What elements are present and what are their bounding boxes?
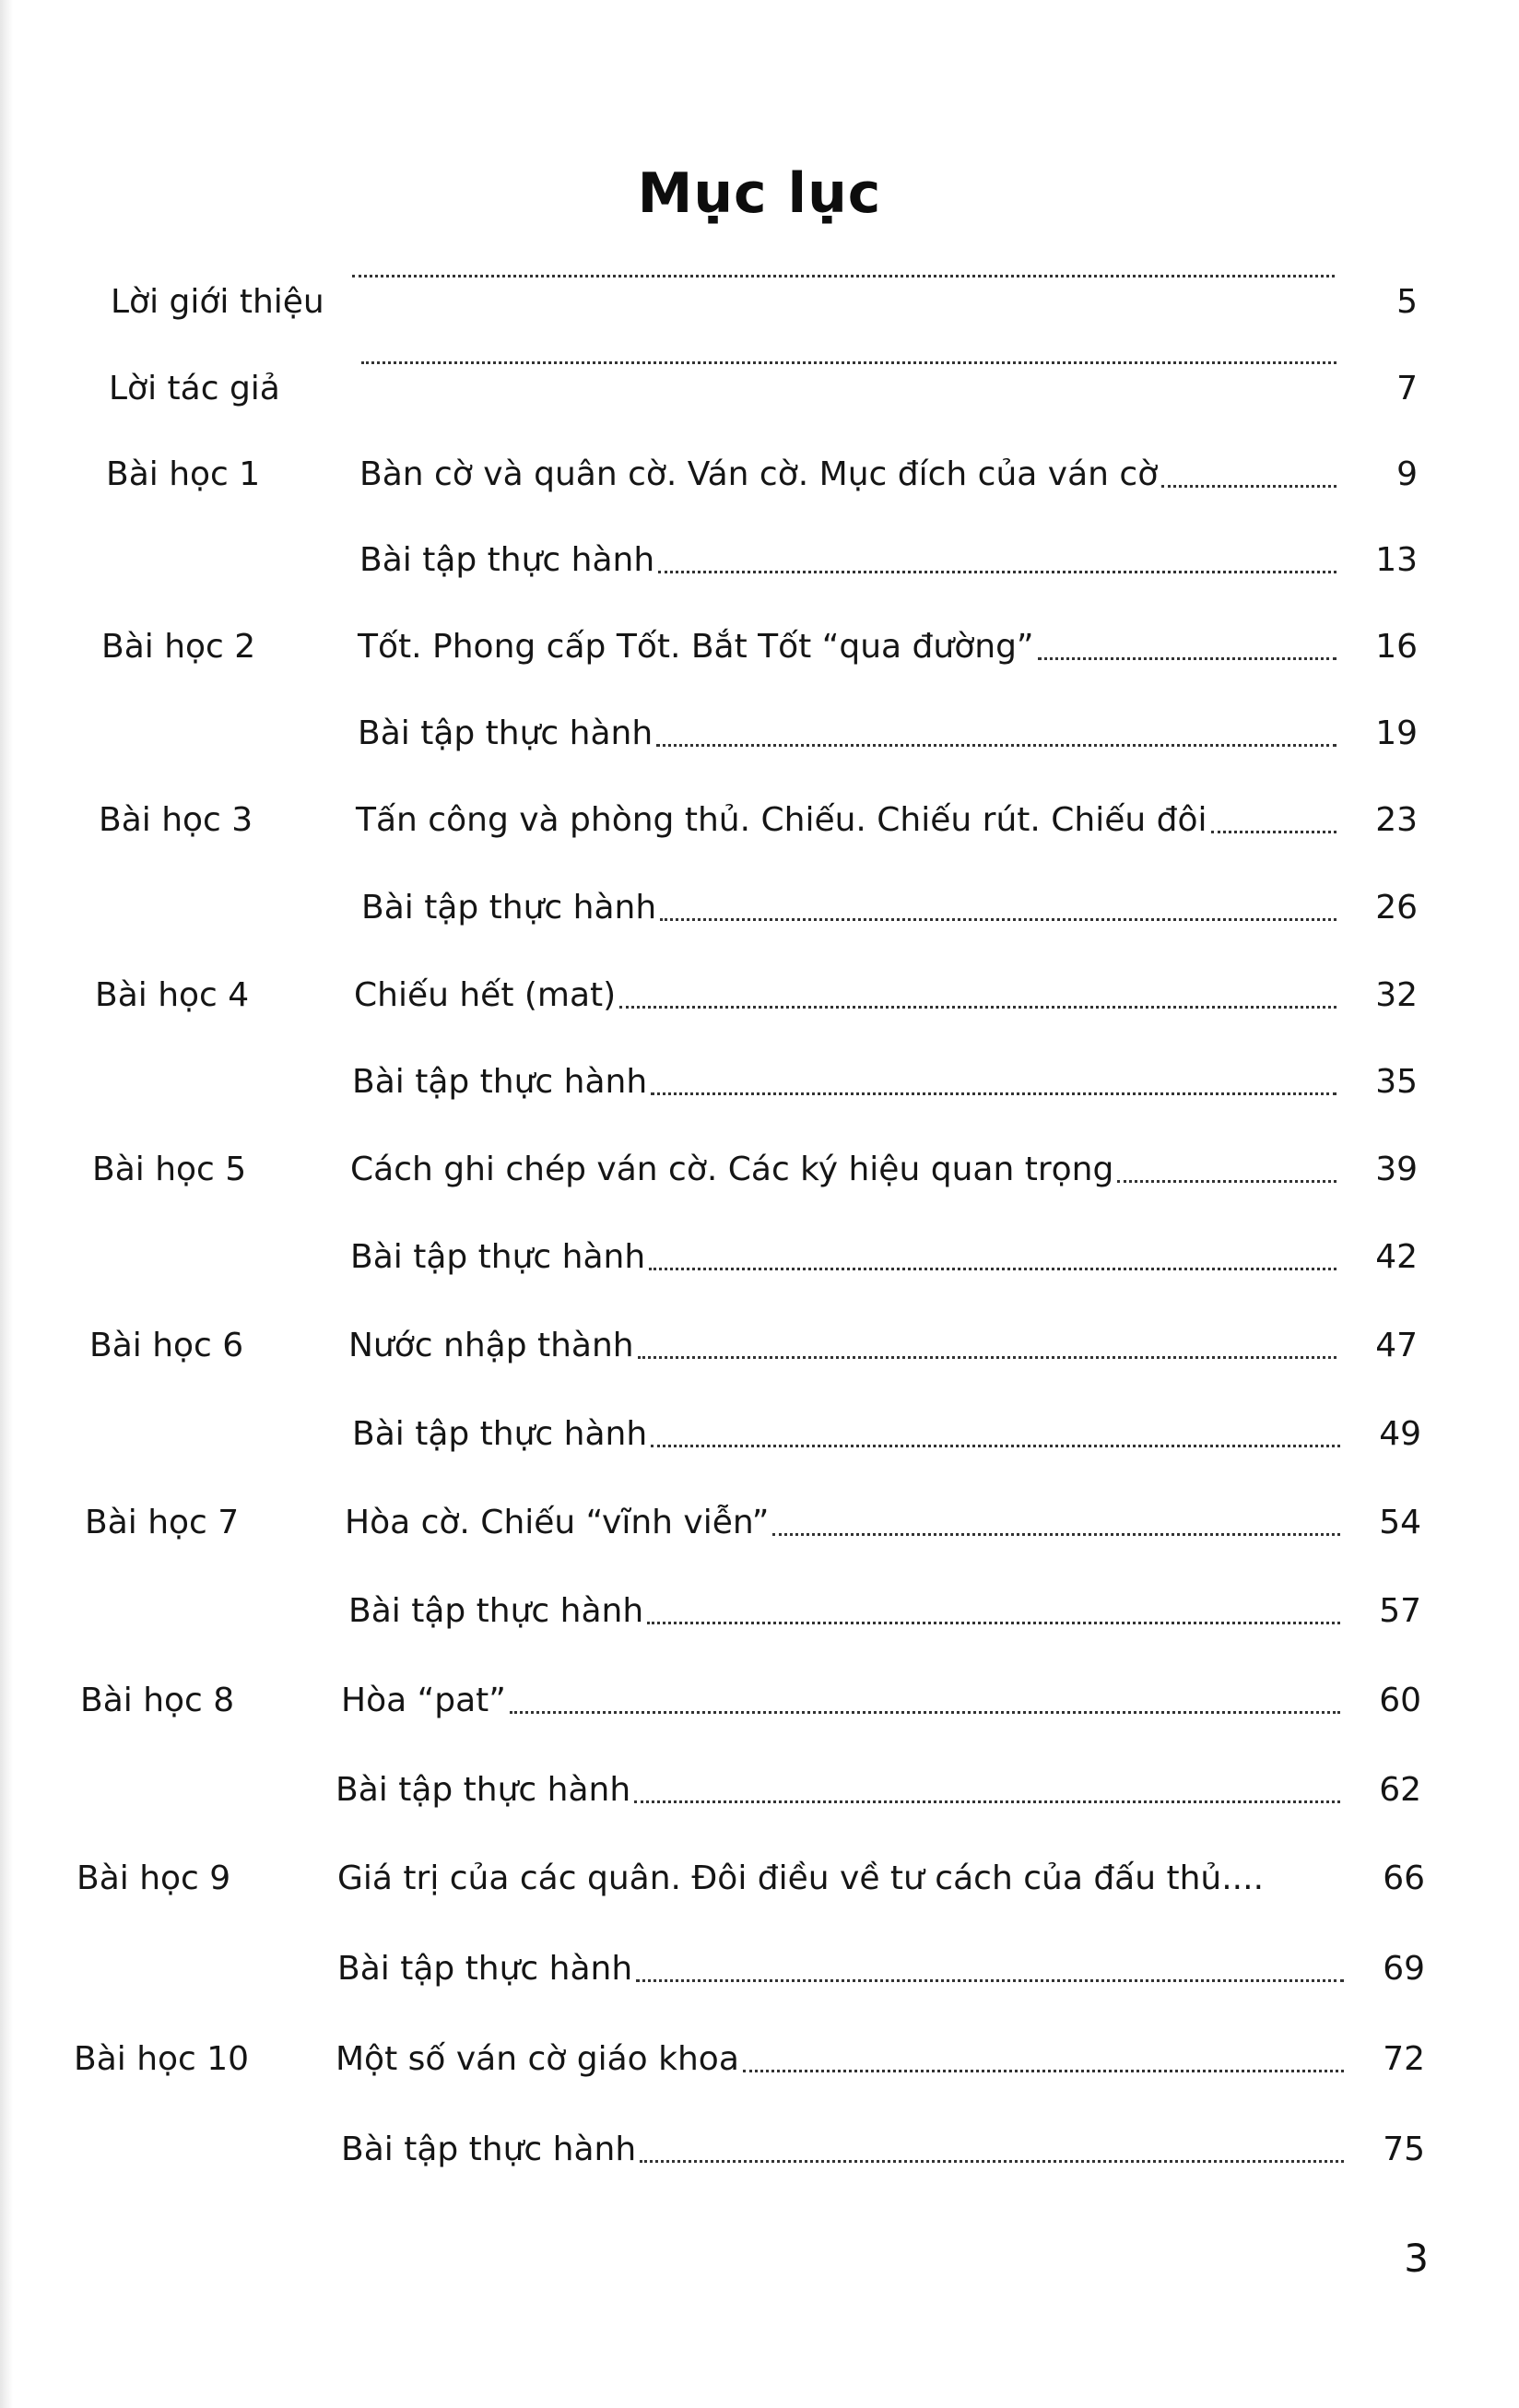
- toc-entry: [337, 1851, 1348, 1906]
- toc-row: [0, 793, 1519, 848]
- toc-page-number: 69: [1383, 1950, 1425, 1988]
- toc-page-number: 47: [1375, 1327, 1418, 1364]
- toc-label: Bài học 8: [80, 1682, 235, 1719]
- toc-page-number: 49: [1379, 1415, 1421, 1453]
- toc-entry-text: Bài tập thực hành: [359, 541, 655, 579]
- toc-row: [0, 2032, 1519, 2087]
- toc-page-number: 5: [1396, 283, 1418, 321]
- toc-entry: [336, 2032, 1344, 2087]
- toc-row: [0, 1055, 1519, 1110]
- toc-entry: [356, 793, 1336, 848]
- toc-row: [0, 1942, 1519, 1997]
- dot-leader: [361, 361, 1336, 364]
- dot-leader: [352, 275, 1335, 277]
- toc-page-number: 57: [1379, 1592, 1421, 1630]
- dot-leader: [656, 744, 1336, 747]
- toc-entry-text: Bài tập thực hành: [350, 1238, 646, 1276]
- toc-page-number: 75: [1383, 2131, 1425, 2168]
- toc-entry-text: Bài tập thực hành: [336, 1771, 631, 1809]
- toc-entry: [348, 275, 1335, 292]
- dot-leader: [636, 1979, 1344, 1982]
- toc-entry: [358, 620, 1336, 675]
- toc-page-number: 7: [1396, 370, 1418, 407]
- toc-row: [0, 275, 1519, 330]
- toc-entry: [336, 1763, 1340, 1818]
- toc-row: [0, 2122, 1519, 2178]
- toc-page-number: 39: [1375, 1151, 1418, 1188]
- toc-row: [0, 1407, 1519, 1462]
- toc-entry: [359, 447, 1336, 502]
- toc-entry: [352, 1407, 1340, 1462]
- toc-entry-text: Bàn cờ và quân cờ. Ván cờ. Mục đích của ván cờ: [359, 455, 1159, 493]
- toc-entry-text: Nước nhập thành: [348, 1327, 634, 1364]
- toc-page-number: 42: [1375, 1238, 1418, 1276]
- toc-page-number: 72: [1383, 2040, 1425, 2078]
- toc-entry: [350, 1142, 1336, 1198]
- page-number: 3: [1404, 2236, 1429, 2281]
- toc-entry-text: Tốt. Phong cấp Tốt. Bắt Tốt “qua đường”: [358, 628, 1034, 666]
- toc-label: Bài học 9: [77, 1859, 231, 1897]
- toc-row: [0, 880, 1519, 936]
- toc-row: [0, 968, 1519, 1023]
- dot-leader: [1038, 657, 1336, 660]
- toc-label: Bài học 2: [101, 628, 256, 666]
- toc-page-number: 60: [1379, 1682, 1421, 1719]
- toc-page-number: 26: [1375, 889, 1418, 927]
- toc-page-number: 62: [1379, 1771, 1421, 1809]
- dot-leader: [658, 571, 1336, 573]
- toc-row: [0, 1763, 1519, 1818]
- toc-row: [0, 1851, 1519, 1906]
- toc-entry: [358, 361, 1336, 379]
- toc-page-number: 66: [1383, 1859, 1425, 1897]
- toc-page-number: 54: [1379, 1504, 1421, 1541]
- dot-leader: [634, 1800, 1340, 1803]
- toc-entry-text: Chiếu hết (mat): [354, 976, 617, 1014]
- toc-entry-text: Bài tập thực hành: [341, 2131, 637, 2168]
- toc-row: [0, 1142, 1519, 1198]
- toc-page-number: 9: [1396, 455, 1418, 493]
- dot-leader: [1117, 1180, 1336, 1183]
- dot-leader: [640, 2160, 1344, 2163]
- dot-leader: [660, 918, 1336, 921]
- dot-leader: [638, 1356, 1336, 1359]
- dot-leader: [1211, 831, 1336, 833]
- toc-label: Bài học 10: [74, 2040, 250, 2078]
- toc-entry-text: Hòa “pat”: [341, 1682, 506, 1719]
- toc-entry: [341, 1673, 1340, 1729]
- toc-row: [0, 447, 1519, 502]
- toc-entry: [358, 706, 1336, 761]
- toc-entry: [361, 880, 1336, 936]
- toc-page-number: 32: [1375, 976, 1418, 1014]
- toc-entry: [337, 1942, 1344, 1997]
- toc-label: Bài học 1: [106, 455, 261, 493]
- page-title: Mục lục: [637, 161, 882, 226]
- toc-entry-text: Bài tập thực hành: [348, 1592, 644, 1630]
- toc-entry-text: Hòa cờ. Chiếu “vĩnh viễn”: [345, 1504, 770, 1541]
- toc-entry-text: Bài tập thực hành: [352, 1063, 648, 1101]
- dot-leader: [772, 1533, 1340, 1536]
- toc-entry-text: Bài tập thực hành: [358, 714, 654, 752]
- toc-entry: [352, 1055, 1336, 1110]
- toc-entry-text: Tấn công và phòng thủ. Chiếu. Chiếu rút. Chiếu đôi: [356, 801, 1207, 839]
- toc-entry: [359, 533, 1336, 588]
- toc-entry: [350, 1230, 1336, 1285]
- toc-label: Lời giới thiệu: [111, 283, 324, 321]
- toc-entry-text: Một số ván cờ giáo khoa: [336, 2040, 739, 2078]
- toc-row: [0, 1673, 1519, 1729]
- toc-row: [0, 620, 1519, 675]
- toc-row: [0, 1318, 1519, 1374]
- toc-row: [0, 1230, 1519, 1285]
- toc-row: [0, 706, 1519, 761]
- toc-page-number: 13: [1375, 541, 1418, 579]
- toc-row: [0, 533, 1519, 588]
- dot-leader: [619, 1006, 1336, 1009]
- toc-row: [0, 361, 1519, 417]
- toc-row: [0, 1584, 1519, 1639]
- toc-page-number: 23: [1375, 801, 1418, 839]
- dot-leader: [743, 2070, 1344, 2072]
- toc-entry: [345, 1495, 1340, 1551]
- toc-entry-text: Bài tập thực hành: [352, 1415, 648, 1453]
- dot-leader: [649, 1268, 1336, 1270]
- toc-entry: [354, 968, 1336, 1023]
- toc-label: Bài học 6: [89, 1327, 244, 1364]
- toc-row: [0, 1495, 1519, 1551]
- toc-entry-text: Bài tập thực hành: [361, 889, 657, 927]
- toc-page-number: 35: [1375, 1063, 1418, 1101]
- toc-label: Bài học 4: [95, 976, 250, 1014]
- toc-label: Bài học 3: [99, 801, 253, 839]
- toc-entry: [341, 2122, 1344, 2178]
- toc-label: Lời tác giả: [109, 370, 280, 407]
- dot-leader: [510, 1711, 1340, 1714]
- dot-leader: [647, 1622, 1340, 1624]
- toc-entry-text: Giá trị của các quân. Đôi điều về tư cách của đấu thủ....: [337, 1859, 1265, 1897]
- toc-entry: [348, 1318, 1336, 1374]
- dot-leader: [1161, 485, 1336, 488]
- toc-page-number: 16: [1375, 628, 1418, 666]
- dot-leader: [651, 1445, 1340, 1447]
- toc-entry-text: Cách ghi chép ván cờ. Các ký hiệu quan trọng: [350, 1151, 1114, 1188]
- toc-label: Bài học 7: [85, 1504, 240, 1541]
- toc-page-number: 19: [1375, 714, 1418, 752]
- toc-entry-text: Bài tập thực hành: [337, 1950, 633, 1988]
- toc-label: Bài học 5: [92, 1151, 247, 1188]
- toc-entry: [348, 1584, 1340, 1639]
- dot-leader: [651, 1092, 1336, 1095]
